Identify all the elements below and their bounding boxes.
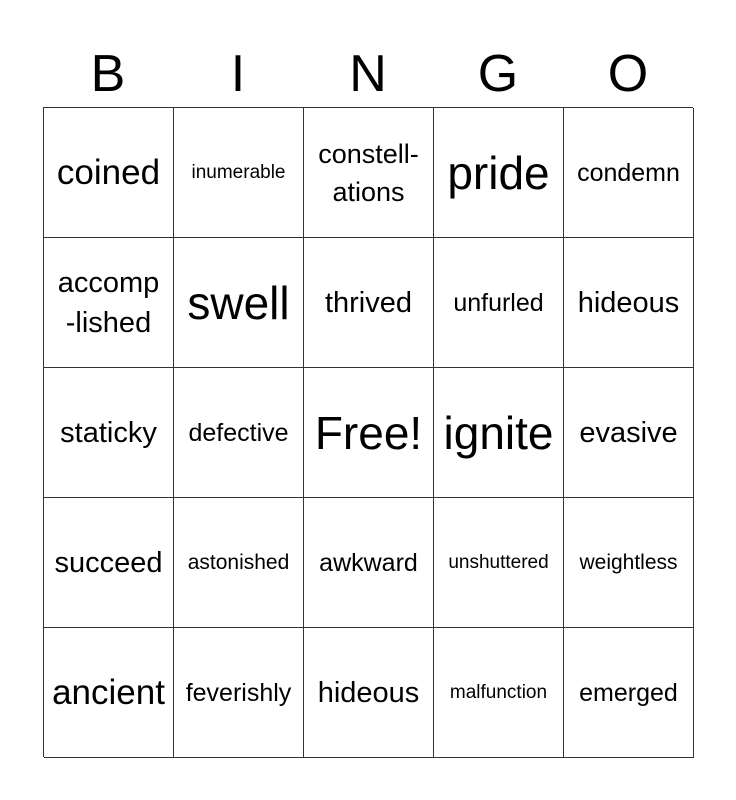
- bingo-cell: condemn: [564, 108, 694, 238]
- header-letter-g: G: [477, 45, 519, 103]
- bingo-cell: accomp -lished: [44, 238, 174, 368]
- bingo-cell: constell- ations: [304, 108, 434, 238]
- bingo-cell: hideous: [304, 628, 434, 758]
- bingo-cell: ancient: [44, 628, 174, 758]
- bingo-cell: swell: [174, 238, 304, 368]
- header-letter-i: I: [230, 45, 246, 103]
- bingo-cell: hideous: [564, 238, 694, 368]
- free-space: Free!: [304, 368, 434, 498]
- bingo-cell: astonished: [174, 498, 304, 628]
- header-letter-n: N: [349, 45, 387, 103]
- bingo-cell: defective: [174, 368, 304, 498]
- bingo-cell: emerged: [564, 628, 694, 758]
- header-letter-b: B: [90, 45, 126, 103]
- bingo-cell: malfunction: [434, 628, 564, 758]
- bingo-cell: unshuttered: [434, 498, 564, 628]
- bingo-cell: thrived: [304, 238, 434, 368]
- bingo-cell: evasive: [564, 368, 694, 498]
- bingo-cell: staticky: [44, 368, 174, 498]
- bingo-cell: unfurled: [434, 238, 564, 368]
- bingo-cell: pride: [434, 108, 564, 238]
- bingo-cell: succeed: [44, 498, 174, 628]
- bingo-cell: ignite: [434, 368, 564, 498]
- bingo-header: [43, 44, 693, 104]
- bingo-cell: awkward: [304, 498, 434, 628]
- bingo-cell: inumerable: [174, 108, 304, 238]
- bingo-cell: weightless: [564, 498, 694, 628]
- header-letter-o: O: [607, 45, 649, 103]
- bingo-cell: coined: [44, 108, 174, 238]
- bingo-cell: feverishly: [174, 628, 304, 758]
- bingo-board: [43, 107, 693, 757]
